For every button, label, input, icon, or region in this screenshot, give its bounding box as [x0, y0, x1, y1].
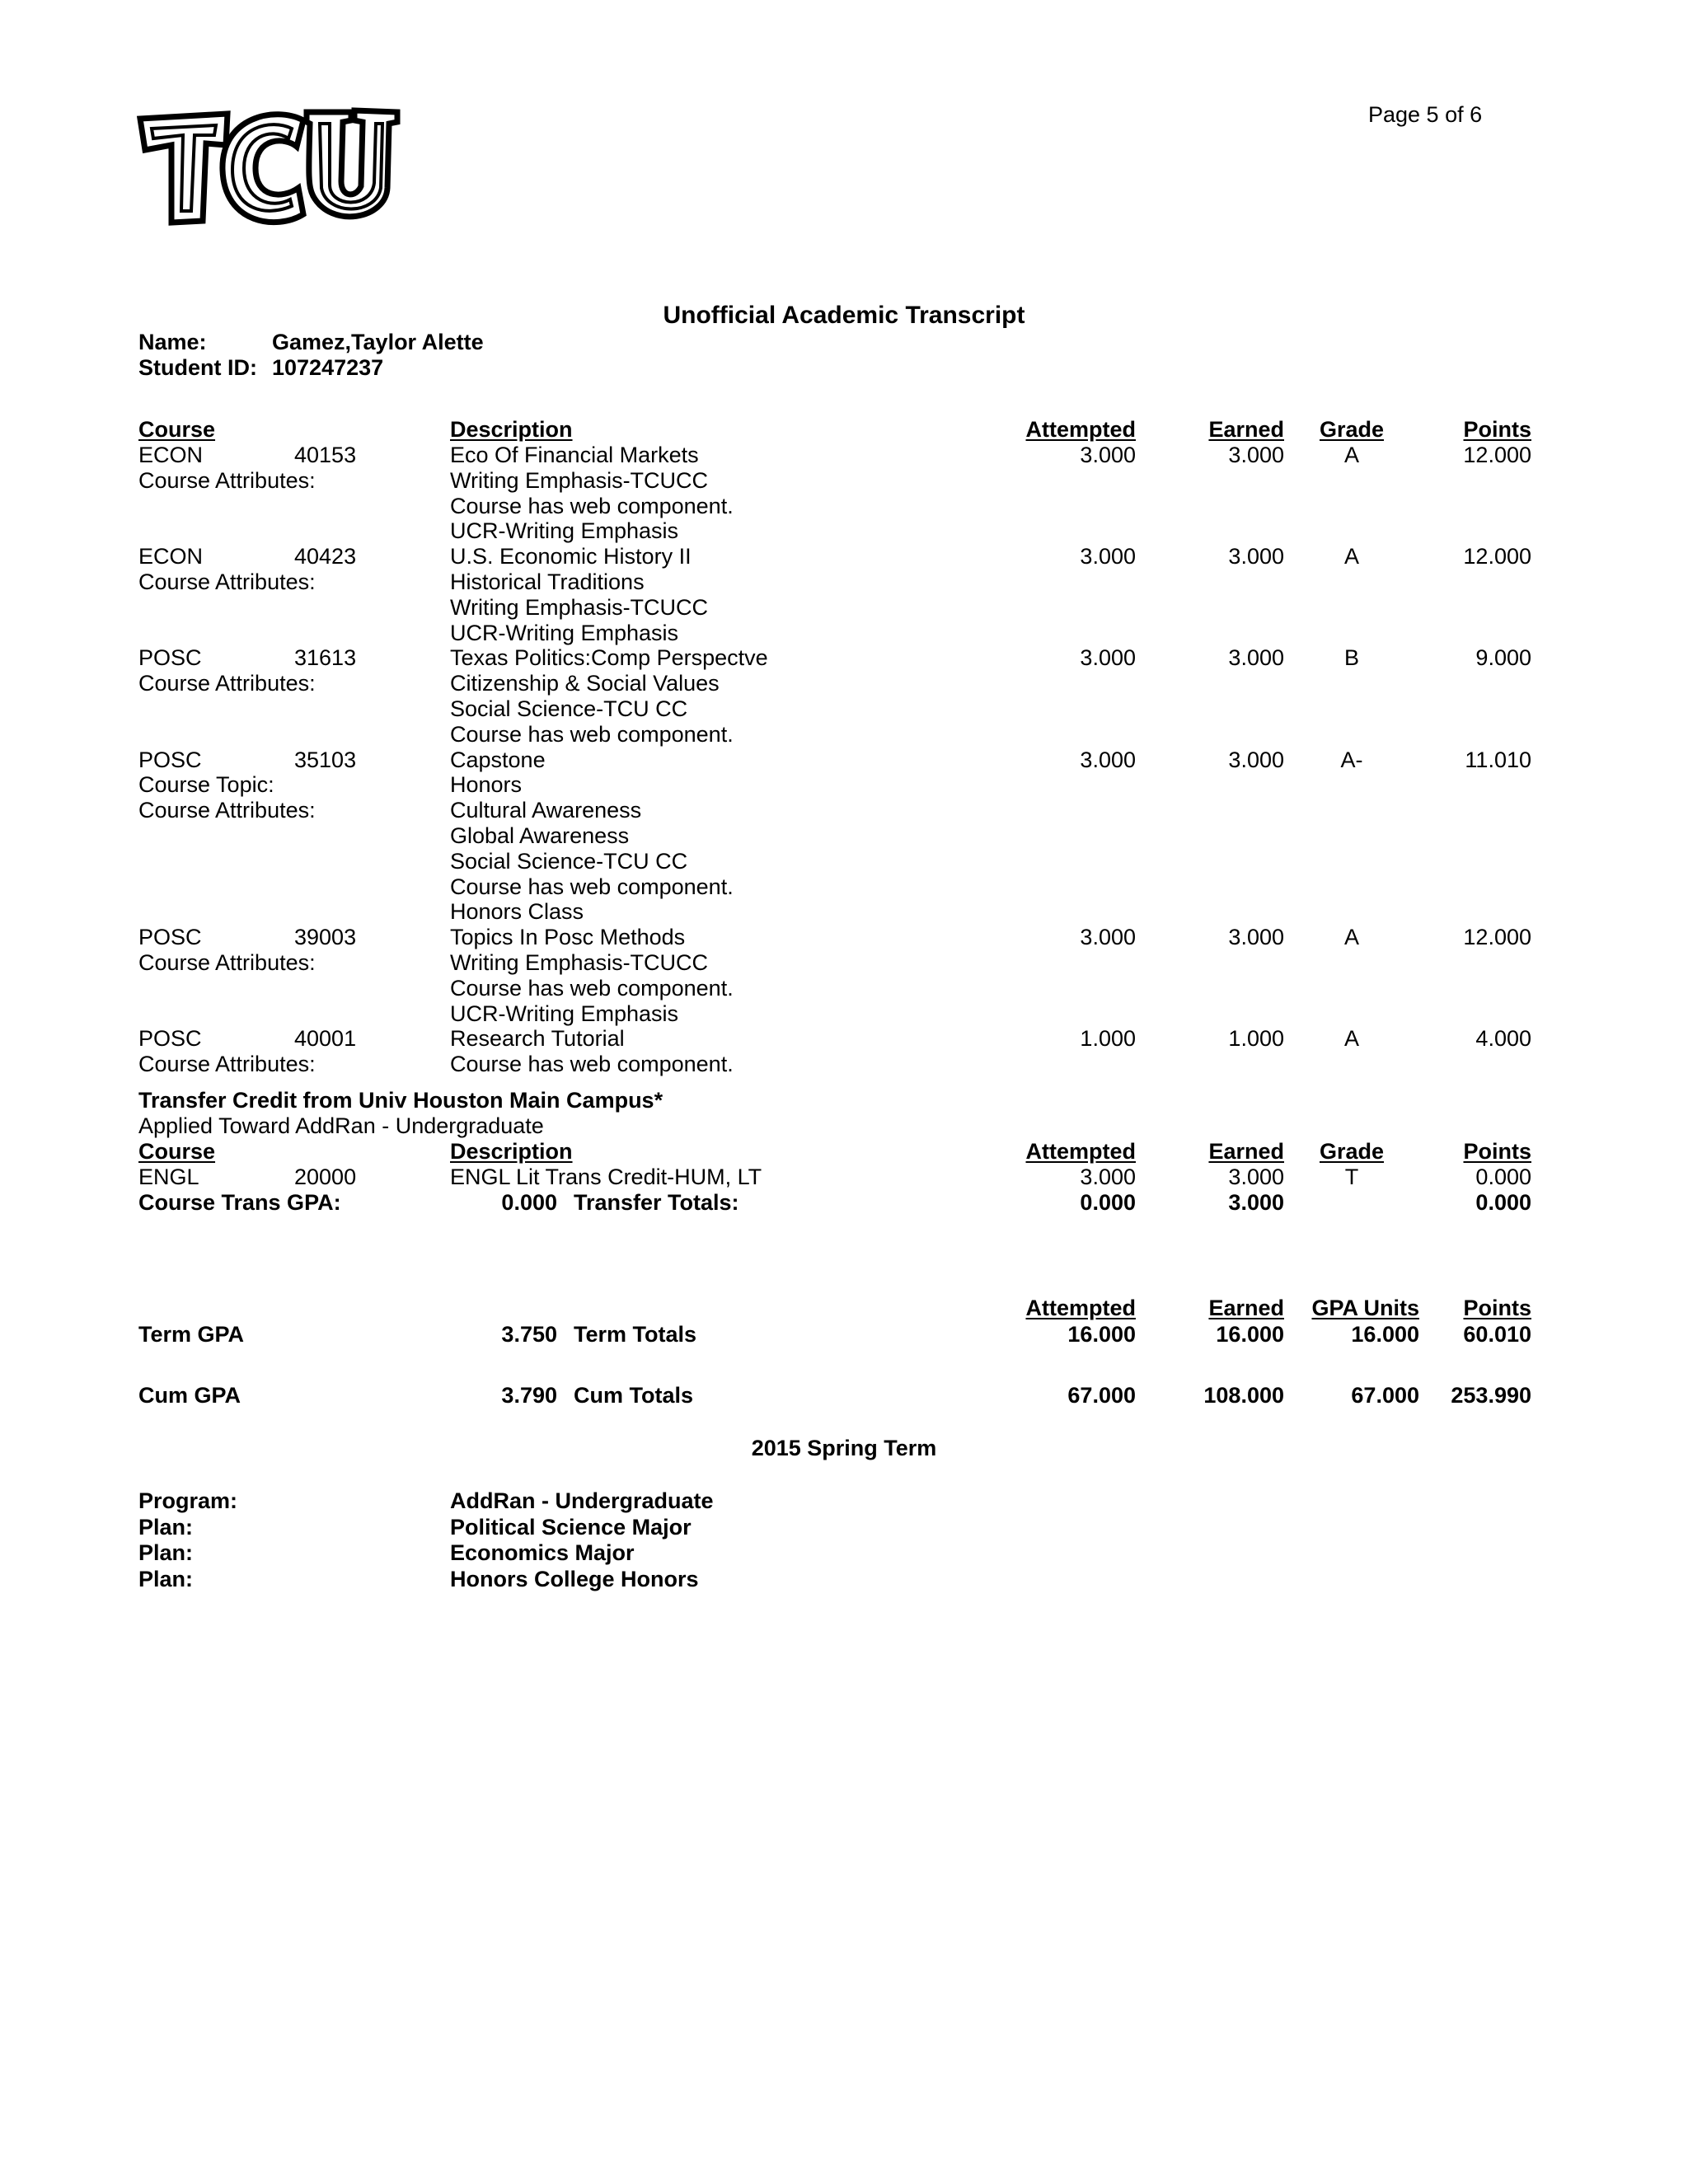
term-gpa-label: Term GPA: [138, 1322, 245, 1347]
transfer-gpa: 0.000: [501, 1190, 557, 1215]
cum-gpa-label: Cum GPA: [138, 1383, 241, 1408]
transfer-totals-points: 0.000: [1475, 1190, 1531, 1215]
header-points: Points: [1463, 417, 1531, 442]
course-detail-value: Writing Emphasis-TCUCC: [450, 950, 709, 975]
course-attempted: 3.000: [1080, 443, 1136, 467]
course-detail-value: Writing Emphasis-TCUCC: [450, 468, 709, 493]
course-description: Texas Politics:Comp Perspectve: [450, 645, 768, 670]
course-earned: 3.000: [1228, 645, 1284, 670]
tcu-logo: [135, 101, 402, 229]
course-earned: 1.000: [1228, 1026, 1284, 1051]
transfer-course-attempted: 3.000: [1080, 1165, 1136, 1189]
course-description: Topics In Posc Methods: [450, 925, 686, 949]
course-detail-value: UCR-Writing Emphasis: [450, 621, 679, 645]
term-attempted: 16.000: [1067, 1322, 1136, 1347]
transfer-header-attempted: Attempted: [1025, 1139, 1136, 1164]
course-detail-value: Course has web component.: [450, 976, 734, 1001]
cum-points: 253.990: [1451, 1383, 1531, 1408]
course-detail-label: Course Attributes:: [138, 1052, 316, 1076]
course-points: 12.000: [1463, 925, 1531, 949]
course-subject: POSC: [138, 645, 202, 670]
course-number: 39003: [294, 925, 357, 949]
course-detail-label: Course Attributes:: [138, 468, 316, 493]
header-earned: Earned: [1208, 417, 1284, 442]
course-description: U.S. Economic History II: [450, 544, 692, 569]
course-detail-value: Course has web component.: [450, 1052, 734, 1076]
transfer-gpa-label: Course Trans GPA:: [138, 1190, 341, 1215]
course-detail-value: Cultural Awareness: [450, 798, 642, 823]
course-detail-value: UCR-Writing Emphasis: [450, 1001, 679, 1026]
transfer-applied: Applied Toward AddRan - Undergraduate: [138, 1113, 544, 1138]
course-attempted: 3.000: [1080, 645, 1136, 670]
course-detail-value: Writing Emphasis-TCUCC: [450, 595, 709, 620]
header-grade: Grade: [1319, 417, 1385, 442]
course-points: 11.010: [1465, 748, 1531, 772]
program-value: AddRan - Undergraduate: [450, 1488, 714, 1513]
course-description: Research Tutorial: [450, 1026, 625, 1051]
program-label: Plan:: [138, 1567, 194, 1591]
course-number: 40001: [294, 1026, 357, 1051]
course-subject: ECON: [138, 443, 204, 467]
course-subject: POSC: [138, 925, 202, 949]
course-subject: POSC: [138, 1026, 202, 1051]
totals-header-attempted: Attempted: [1025, 1296, 1136, 1320]
page-number: Page 5 of 6: [1368, 102, 1483, 127]
term-gpa: 3.750: [501, 1322, 557, 1347]
program-value: Economics Major: [450, 1540, 635, 1565]
transfer-course-description: ENGL Lit Trans Credit-HUM, LT: [450, 1165, 762, 1189]
course-attempted: 3.000: [1080, 748, 1136, 772]
program-label: Plan:: [138, 1540, 194, 1565]
student-id: 107247237: [272, 355, 384, 380]
header-attempted: Attempted: [1025, 417, 1136, 442]
cum-gpa: 3.790: [501, 1383, 557, 1408]
course-detail-value: Honors: [450, 772, 523, 797]
next-term-heading: 2015 Spring Term: [751, 1436, 937, 1460]
program-value: Honors College Honors: [450, 1567, 699, 1591]
course-detail-value: Social Science-TCU CC: [450, 849, 688, 874]
course-detail-label: Course Attributes:: [138, 671, 316, 696]
course-grade: B: [1343, 645, 1359, 670]
course-subject: ECON: [138, 544, 204, 569]
course-grade: A: [1343, 544, 1359, 569]
course-grade: A: [1343, 925, 1359, 949]
course-subject: POSC: [138, 748, 202, 772]
course-description: Capstone: [450, 748, 546, 772]
term-earned: 16.000: [1216, 1322, 1284, 1347]
transfer-course-grade: T: [1344, 1165, 1359, 1189]
course-detail-value: Citizenship & Social Values: [450, 671, 720, 696]
course-detail-label: Course Attributes:: [138, 950, 316, 975]
cum-gpa-units: 67.000: [1351, 1383, 1419, 1408]
transfer-header-description: Description: [450, 1139, 573, 1164]
transfer-header-grade: Grade: [1319, 1139, 1385, 1164]
transfer-course-points: 0.000: [1475, 1165, 1531, 1189]
tcu-logo-letter-u: [307, 110, 397, 217]
course-detail-value: Global Awareness: [450, 823, 630, 848]
course-number: 40153: [294, 443, 357, 467]
program-label: Plan:: [138, 1515, 194, 1540]
course-points: 9.000: [1475, 645, 1531, 670]
course-detail-label: Course Topic:: [138, 772, 274, 797]
course-detail-value: Social Science-TCU CC: [450, 696, 688, 721]
program-value: Political Science Major: [450, 1515, 692, 1540]
course-number: 40423: [294, 544, 357, 569]
course-grade: A: [1343, 1026, 1359, 1051]
transfer-totals-attempted: 0.000: [1080, 1190, 1136, 1215]
course-detail-value: Course has web component.: [450, 494, 734, 518]
transfer-course-earned: 3.000: [1228, 1165, 1284, 1189]
course-grade: A-: [1340, 748, 1363, 772]
transfer-header-course: Course: [138, 1139, 216, 1164]
transfer-course-number: 20000: [294, 1165, 357, 1189]
course-points: 12.000: [1463, 443, 1531, 467]
course-number: 35103: [294, 748, 357, 772]
name-label: Name:: [138, 330, 207, 354]
course-number: 31613: [294, 645, 357, 670]
totals-header-earned: Earned: [1208, 1296, 1284, 1320]
course-description: Eco Of Financial Markets: [450, 443, 699, 467]
course-attempted: 3.000: [1080, 544, 1136, 569]
term-totals-label: Term Totals: [574, 1322, 697, 1347]
header-course: Course: [138, 417, 216, 442]
page-title: Unofficial Academic Transcript: [663, 302, 1025, 329]
transfer-header-points: Points: [1463, 1139, 1531, 1164]
totals-header-gpa-units: GPA Units: [1311, 1296, 1419, 1320]
course-attempted: 3.000: [1080, 925, 1136, 949]
term-gpa-units: 16.000: [1351, 1322, 1419, 1347]
transfer-totals-label: Transfer Totals:: [574, 1190, 739, 1215]
course-detail-value: UCR-Writing Emphasis: [450, 518, 679, 543]
cum-attempted: 67.000: [1067, 1383, 1136, 1408]
course-detail-value: Course has web component.: [450, 722, 734, 747]
course-attempted: 1.000: [1080, 1026, 1136, 1051]
transfer-heading: Transfer Credit from Univ Houston Main Campus*: [138, 1088, 663, 1113]
tcu-logo-letter-c: [223, 115, 303, 223]
course-earned: 3.000: [1228, 748, 1284, 772]
program-label: Program:: [138, 1488, 238, 1513]
course-earned: 3.000: [1228, 544, 1284, 569]
course-earned: 3.000: [1228, 925, 1284, 949]
course-grade: A: [1343, 443, 1359, 467]
course-detail-value: Honors Class: [450, 899, 584, 924]
transfer-totals-earned: 3.000: [1228, 1190, 1284, 1215]
cum-earned: 108.000: [1203, 1383, 1284, 1408]
totals-header-points: Points: [1463, 1296, 1531, 1320]
course-detail-value: Course has web component.: [450, 874, 734, 899]
student-name: Gamez,Taylor Alette: [272, 330, 484, 354]
course-detail-label: Course Attributes:: [138, 569, 316, 594]
tcu-logo-letter-t: [140, 114, 227, 223]
course-points: 12.000: [1463, 544, 1531, 569]
header-description: Description: [450, 417, 573, 442]
course-points: 4.000: [1475, 1026, 1531, 1051]
transfer-course-subject: ENGL: [138, 1165, 199, 1189]
student-id-label: Student ID:: [138, 355, 257, 380]
term-points: 60.010: [1463, 1322, 1531, 1347]
course-detail-label: Course Attributes:: [138, 798, 316, 823]
cum-totals-label: Cum Totals: [574, 1383, 694, 1408]
course-detail-value: Historical Traditions: [450, 569, 645, 594]
course-earned: 3.000: [1228, 443, 1284, 467]
transfer-header-earned: Earned: [1208, 1139, 1284, 1164]
